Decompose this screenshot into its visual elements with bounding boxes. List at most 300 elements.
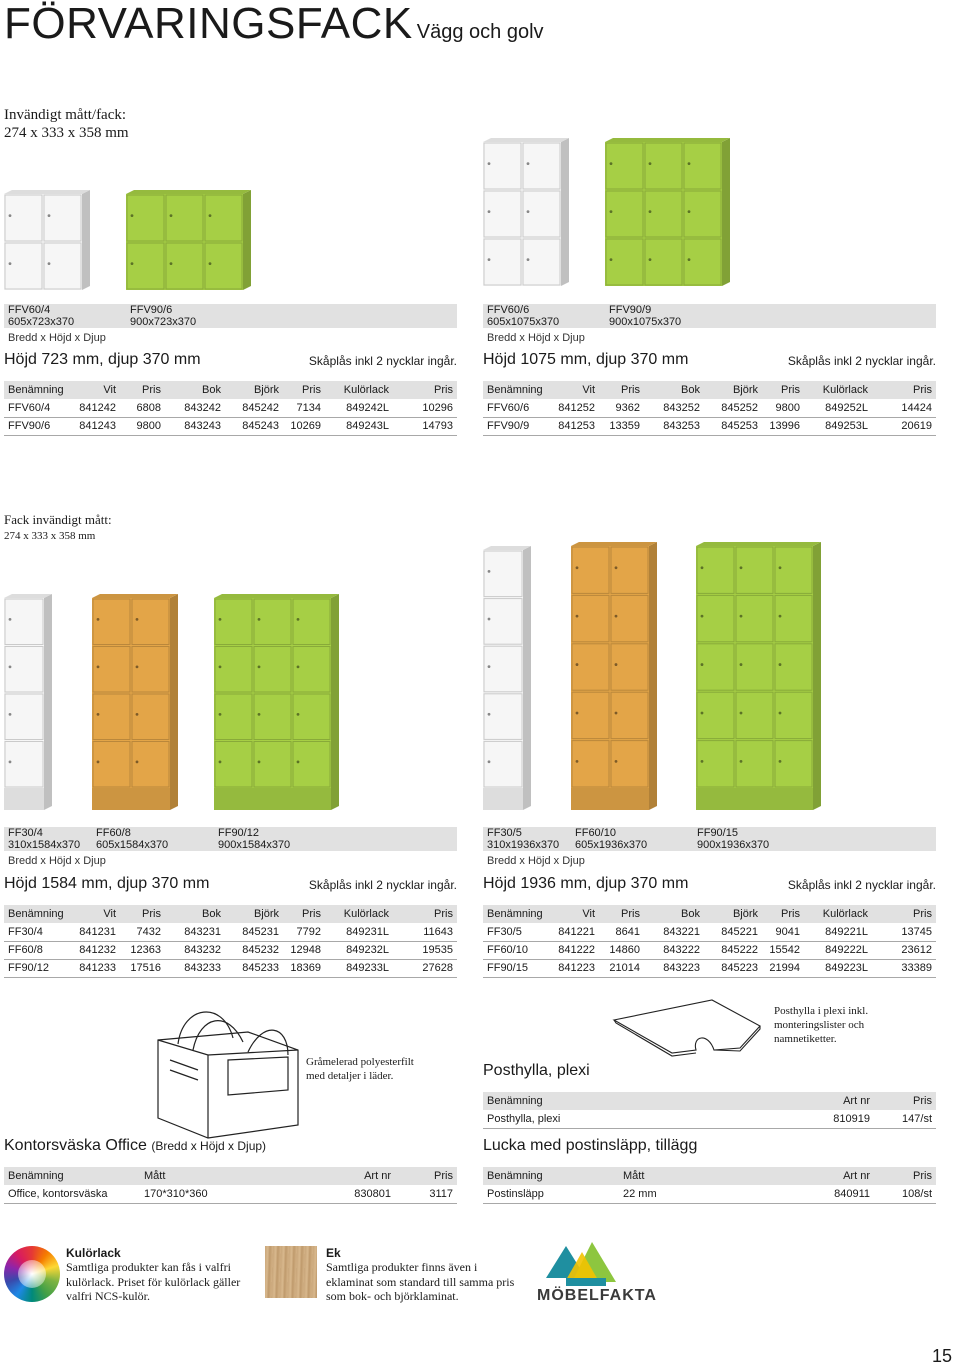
lock-icon <box>9 713 12 716</box>
table-cell: 849252L <box>804 399 872 417</box>
table-row <box>483 399 936 417</box>
lock-icon <box>48 262 51 265</box>
locker-door <box>736 644 773 690</box>
lock-icon <box>297 618 300 621</box>
bag-header: Art nr <box>280 1167 395 1185</box>
locker-door <box>645 143 682 189</box>
table-cell: 845222 <box>704 941 762 959</box>
locker-door <box>611 644 648 690</box>
lock-note: Skåplås inkl 2 nycklar ingår. <box>787 354 936 368</box>
table-cell: 843221 <box>644 923 704 941</box>
shelf-illustration <box>612 998 762 1058</box>
lock-icon <box>131 262 134 265</box>
lock-icon <box>219 618 222 621</box>
lock-icon <box>701 615 704 618</box>
lock-icon <box>136 665 139 668</box>
locker-door <box>611 547 648 593</box>
table-cell: 849232L <box>325 941 393 959</box>
inner-dims-note: Invändigt mått/fack: 274 x 333 x 358 mm <box>4 107 129 141</box>
locker-door <box>293 742 330 788</box>
locker-door <box>293 694 330 740</box>
model-label: FF90/15 900x1936x370 <box>697 827 770 851</box>
lock-icon <box>615 760 618 763</box>
cabinet-ffv90-6 <box>126 190 251 290</box>
model-label: FFV60/6 605x1075x370 <box>487 304 560 328</box>
lock-icon <box>779 712 782 715</box>
column-header: Pris <box>599 905 644 923</box>
locker-door <box>254 647 291 693</box>
lock-icon <box>615 615 618 618</box>
table-row <box>4 399 457 417</box>
table-cell: 841243 <box>62 417 120 435</box>
shelf-title: Posthylla, plexi <box>483 1062 590 1079</box>
locker-door <box>697 644 734 690</box>
cabinet-ffv90-9 <box>605 138 730 286</box>
table-cell: 21014 <box>599 959 644 977</box>
lock-icon <box>649 162 652 165</box>
hatch-table <box>483 1167 936 1204</box>
table-cell: 19535 <box>393 941 457 959</box>
table-cell: 7432 <box>120 923 165 941</box>
lock-icon <box>488 665 491 668</box>
locker-door <box>572 644 609 690</box>
locker-door <box>5 647 43 693</box>
locker-door <box>127 195 164 241</box>
lock-note: Skåplås inkl 2 nycklar ingår. <box>787 878 936 892</box>
table-row <box>4 923 457 941</box>
table-cell: 845252 <box>704 399 762 417</box>
lock-icon <box>9 214 12 217</box>
shelf-header: Art nr <box>759 1092 874 1110</box>
price-table <box>4 381 457 436</box>
lock-icon <box>297 665 300 668</box>
column-header: Bok <box>644 905 704 923</box>
table-cell: 843243 <box>165 417 225 435</box>
lock-icon <box>170 262 173 265</box>
table-cell: 33389 <box>872 959 936 977</box>
column-header: Benämning <box>4 381 62 399</box>
table-cell: 849221L <box>804 923 872 941</box>
locker-door <box>484 741 522 787</box>
table-cell: 849253L <box>804 417 872 435</box>
lock-icon <box>136 618 139 621</box>
locker-door <box>484 694 522 740</box>
lock-icon <box>527 162 530 165</box>
locker-door <box>697 595 734 641</box>
price-table <box>483 905 936 978</box>
model-label: FFV90/6 900x723x370 <box>130 304 197 328</box>
table-row <box>4 417 457 435</box>
lock-icon <box>576 712 579 715</box>
lock-icon <box>615 712 618 715</box>
locker-door <box>44 195 81 241</box>
lock-icon <box>740 760 743 763</box>
model-label: FF30/4 310x1584x370 <box>8 827 81 851</box>
table-cell: 9041 <box>762 923 804 941</box>
lock-icon <box>9 760 12 763</box>
lock-icon <box>610 162 613 165</box>
lock-icon <box>219 713 222 716</box>
locker-door <box>484 646 522 692</box>
column-header: Kulörlack <box>804 381 872 399</box>
locker-door <box>93 599 130 645</box>
column-header: Pris <box>762 905 804 923</box>
locker-door <box>645 191 682 237</box>
table-cell: 14424 <box>872 399 936 417</box>
column-header: Vit <box>541 905 599 923</box>
locker-door <box>484 191 521 237</box>
lock-icon <box>219 665 222 668</box>
locker-door <box>606 191 643 237</box>
locker-door <box>775 741 812 787</box>
table-cell: 12363 <box>120 941 165 959</box>
locker-door <box>611 692 648 738</box>
locker-door <box>684 191 721 237</box>
bag-title: Kontorsväska Office (Bredd x Höjd x Djup) <box>4 1137 267 1154</box>
shelf-table <box>483 1092 936 1129</box>
table-cell: 9800 <box>762 399 804 417</box>
lock-icon <box>488 258 491 261</box>
height-title: Höjd 723 mm, djup 370 mm <box>4 351 201 368</box>
table-cell: 841232 <box>62 941 120 959</box>
locker-door <box>736 741 773 787</box>
locker-door <box>254 599 291 645</box>
column-header: Björk <box>225 905 283 923</box>
bag-illustration <box>148 1000 308 1140</box>
locker-door <box>484 239 521 285</box>
lock-icon <box>649 258 652 261</box>
column-header: Benämning <box>483 905 541 923</box>
table-cell: 843231 <box>165 923 225 941</box>
table-cell: FF60/8 <box>4 941 62 959</box>
bag-header: Pris <box>395 1167 457 1185</box>
locker-door <box>132 647 169 693</box>
hatch-header: Art nr <box>759 1167 874 1185</box>
locker-door <box>697 547 734 593</box>
shelf-header: Pris <box>874 1092 936 1110</box>
locker-door <box>215 599 252 645</box>
lock-icon <box>527 258 530 261</box>
lock-icon <box>297 713 300 716</box>
model-bar <box>4 304 457 328</box>
locker-door <box>775 547 812 593</box>
cabinet-ff30-4 <box>4 594 52 810</box>
lock-icon <box>9 262 12 265</box>
locker-door <box>215 742 252 788</box>
locker-door <box>132 694 169 740</box>
locker-door <box>93 694 130 740</box>
locker-door <box>215 694 252 740</box>
model-label: FF60/8 605x1584x370 <box>96 827 169 851</box>
locker-door <box>484 143 521 189</box>
column-header: Bok <box>165 905 225 923</box>
table-cell: 845231 <box>225 923 283 941</box>
table-cell: FF30/5 <box>483 923 541 941</box>
model-bar <box>483 827 936 851</box>
cabinet-ff60-10 <box>571 542 657 810</box>
lock-icon <box>740 712 743 715</box>
locker-door <box>736 547 773 593</box>
column-header: Pris <box>283 381 325 399</box>
lock-icon <box>740 566 743 569</box>
cabinet-ff60-8 <box>92 594 178 810</box>
table-cell: 845221 <box>704 923 762 941</box>
table-cell: 849233L <box>325 959 393 977</box>
table-cell: 845233 <box>225 959 283 977</box>
column-header: Pris <box>120 381 165 399</box>
column-header: Benämning <box>4 905 62 923</box>
table-cell: 6808 <box>120 399 165 417</box>
table-cell: FF90/12 <box>4 959 62 977</box>
table-cell: FF60/10 <box>483 941 541 959</box>
locker-door <box>5 195 42 241</box>
lock-icon <box>779 566 782 569</box>
column-header: Pris <box>872 381 936 399</box>
column-header: Björk <box>225 381 283 399</box>
page-title: FÖRVARINGSFACK Vägg och golv <box>4 0 544 48</box>
locker-door <box>684 239 721 285</box>
locker-door <box>254 742 291 788</box>
lock-icon <box>297 760 300 763</box>
logo-text: MÖBELFAKTA <box>537 1287 657 1304</box>
table-row <box>483 923 936 941</box>
table-cell: 843233 <box>165 959 225 977</box>
lock-icon <box>610 210 613 213</box>
lock-icon <box>701 712 704 715</box>
inner-dims-note-2: Fack invändigt mått: 274 x 333 x 358 mm <box>4 512 112 542</box>
lock-icon <box>97 618 100 621</box>
table-cell: 841231 <box>62 923 120 941</box>
dimension-units: Bredd x Höjd x Djup <box>487 855 585 867</box>
lock-icon <box>258 760 261 763</box>
table-row: Office, kontorsväska 170*310*360 830801 3117 <box>4 1185 457 1203</box>
lock-icon <box>488 760 491 763</box>
locker-door <box>293 599 330 645</box>
table-cell: 843222 <box>644 941 704 959</box>
model-bar <box>4 827 457 851</box>
locker-door <box>523 191 560 237</box>
column-header: Vit <box>62 381 120 399</box>
lock-icon <box>740 663 743 666</box>
lock-icon <box>649 210 652 213</box>
lock-icon <box>701 566 704 569</box>
table-cell: 10269 <box>283 417 325 435</box>
locker-door <box>684 143 721 189</box>
table-row: Posthylla, plexi 810919 147/st <box>483 1110 936 1128</box>
lock-icon <box>258 618 261 621</box>
hatch-title: Lucka med postinsläpp, tillägg <box>483 1137 698 1154</box>
column-header: Bok <box>165 381 225 399</box>
table-row: Postinsläpp 22 mm 840911 108/st <box>483 1185 936 1203</box>
locker-door <box>697 692 734 738</box>
lock-icon <box>48 214 51 217</box>
column-header: Pris <box>120 905 165 923</box>
lock-note: Skåplås inkl 2 nycklar ingår. <box>308 878 457 892</box>
locker-door <box>5 742 43 788</box>
lock-icon <box>615 663 618 666</box>
model-label: FF60/10 605x1936x370 <box>575 827 648 851</box>
lock-icon <box>488 570 491 573</box>
table-cell: 849231L <box>325 923 393 941</box>
table-cell: 13745 <box>872 923 936 941</box>
column-header: Vit <box>541 381 599 399</box>
lock-icon <box>9 665 12 668</box>
shelf-header: Benämning <box>483 1092 759 1110</box>
table-cell: 843232 <box>165 941 225 959</box>
legend-kulor: Kulörlack Samtliga produkter kan fås i valfri kulörlack. Priset för kulörlack gäller valfri NCS-kulör. <box>66 1246 241 1303</box>
lock-icon <box>779 615 782 618</box>
model-label: FFV60/4 605x723x370 <box>8 304 75 328</box>
table-cell: 845243 <box>225 417 283 435</box>
locker-door <box>166 243 203 289</box>
dimension-units: Bredd x Höjd x Djup <box>487 332 585 344</box>
table-cell: 27628 <box>393 959 457 977</box>
table-cell: 849223L <box>804 959 872 977</box>
lock-icon <box>576 663 579 666</box>
lock-icon <box>610 258 613 261</box>
bag-note: Gråmelerad polyesterfilt med detaljer i läder. <box>306 1056 414 1082</box>
page-number: 15 <box>931 1346 952 1366</box>
table-cell: 7134 <box>283 399 325 417</box>
table-cell: 12948 <box>283 941 325 959</box>
table-cell: 841221 <box>541 923 599 941</box>
lock-icon <box>9 618 12 621</box>
table-cell: 23612 <box>872 941 936 959</box>
table-row <box>483 941 936 959</box>
shelf-note: Posthylla i plexi inkl. monteringslister och namnetiketter. <box>774 1005 869 1045</box>
lock-icon <box>488 713 491 716</box>
table-cell: 843242 <box>165 399 225 417</box>
table-cell: 7792 <box>283 923 325 941</box>
locker-door <box>205 195 242 241</box>
locker-door <box>215 647 252 693</box>
table-cell: 843223 <box>644 959 704 977</box>
table-cell: FF30/4 <box>4 923 62 941</box>
table-cell: FFV60/4 <box>4 399 62 417</box>
cabinet-ff90-12 <box>214 594 339 810</box>
table-cell: 841253 <box>541 417 599 435</box>
table-cell: 11643 <box>393 923 457 941</box>
column-header: Kulörlack <box>325 905 393 923</box>
lock-icon <box>131 214 134 217</box>
column-header: Pris <box>283 905 325 923</box>
lock-icon <box>779 760 782 763</box>
table-cell: 14793 <box>393 417 457 435</box>
locker-door <box>572 547 609 593</box>
table-cell: 20619 <box>872 417 936 435</box>
locker-door <box>166 195 203 241</box>
table-cell: 13996 <box>762 417 804 435</box>
locker-door <box>93 647 130 693</box>
table-cell: 18369 <box>283 959 325 977</box>
hatch-header: Benämning <box>483 1167 619 1185</box>
legend-ek: Ek Samtliga produkter finns även i eklaminat som standard till samma pris som bok- och björklaminat. <box>326 1246 515 1303</box>
lock-icon <box>170 214 173 217</box>
locker-door <box>736 692 773 738</box>
locker-door <box>5 243 42 289</box>
table-cell: 17516 <box>120 959 165 977</box>
table-cell: 845232 <box>225 941 283 959</box>
table-cell: FFV90/6 <box>4 417 62 435</box>
locker-door <box>775 595 812 641</box>
table-row <box>4 941 457 959</box>
lock-icon <box>688 162 691 165</box>
bag-header: Benämning <box>4 1167 140 1185</box>
locker-door <box>606 143 643 189</box>
locker-door <box>572 741 609 787</box>
model-label: FF30/5 310x1936x370 <box>487 827 560 851</box>
table-row <box>483 417 936 435</box>
lock-icon <box>488 162 491 165</box>
table-cell: 849222L <box>804 941 872 959</box>
locker-door <box>484 599 522 645</box>
locker-door <box>775 644 812 690</box>
locker-door <box>572 692 609 738</box>
cabinet-ffv60-6 <box>483 138 569 286</box>
locker-door <box>697 741 734 787</box>
lock-icon <box>488 210 491 213</box>
cabinet-ff30-5 <box>483 546 531 810</box>
table-cell: 10296 <box>393 399 457 417</box>
table-row <box>483 959 936 977</box>
lock-icon <box>615 566 618 569</box>
locker-door <box>611 595 648 641</box>
table-cell: 21994 <box>762 959 804 977</box>
column-header: Pris <box>872 905 936 923</box>
table-cell: 845253 <box>704 417 762 435</box>
lock-icon <box>701 663 704 666</box>
column-header: Pris <box>599 381 644 399</box>
bag-table <box>4 1167 457 1204</box>
table-cell: 9362 <box>599 399 644 417</box>
table-cell: 845242 <box>225 399 283 417</box>
locker-door <box>645 239 682 285</box>
cabinet-ff90-15 <box>696 542 821 810</box>
column-header: Pris <box>393 905 457 923</box>
hatch-header: Mått <box>619 1167 759 1185</box>
table-cell: 9800 <box>120 417 165 435</box>
model-label: FF90/12 900x1584x370 <box>218 827 291 851</box>
table-cell: 843253 <box>644 417 704 435</box>
table-cell: 841223 <box>541 959 599 977</box>
lock-icon <box>97 713 100 716</box>
table-cell: 841233 <box>62 959 120 977</box>
dimension-units: Bredd x Höjd x Djup <box>8 332 106 344</box>
locker-door <box>132 599 169 645</box>
locker-door <box>775 692 812 738</box>
lock-icon <box>136 713 139 716</box>
lock-icon <box>209 214 212 217</box>
locker-door <box>127 243 164 289</box>
model-label: FFV90/9 900x1075x370 <box>609 304 682 328</box>
lock-icon <box>779 663 782 666</box>
lock-icon <box>136 760 139 763</box>
bag-header: Mått <box>140 1167 280 1185</box>
column-header: Kulörlack <box>325 381 393 399</box>
locker-door <box>44 243 81 289</box>
locker-door <box>523 239 560 285</box>
table-cell: 14860 <box>599 941 644 959</box>
table-cell: FF90/15 <box>483 959 541 977</box>
lock-icon <box>219 760 222 763</box>
locker-door <box>205 243 242 289</box>
locker-door <box>132 742 169 788</box>
table-cell: 845223 <box>704 959 762 977</box>
table-cell: FFV60/6 <box>483 399 541 417</box>
lock-icon <box>576 760 579 763</box>
lock-note: Skåplås inkl 2 nycklar ingår. <box>308 354 457 368</box>
cabinet-ffv60-4 <box>4 190 90 290</box>
